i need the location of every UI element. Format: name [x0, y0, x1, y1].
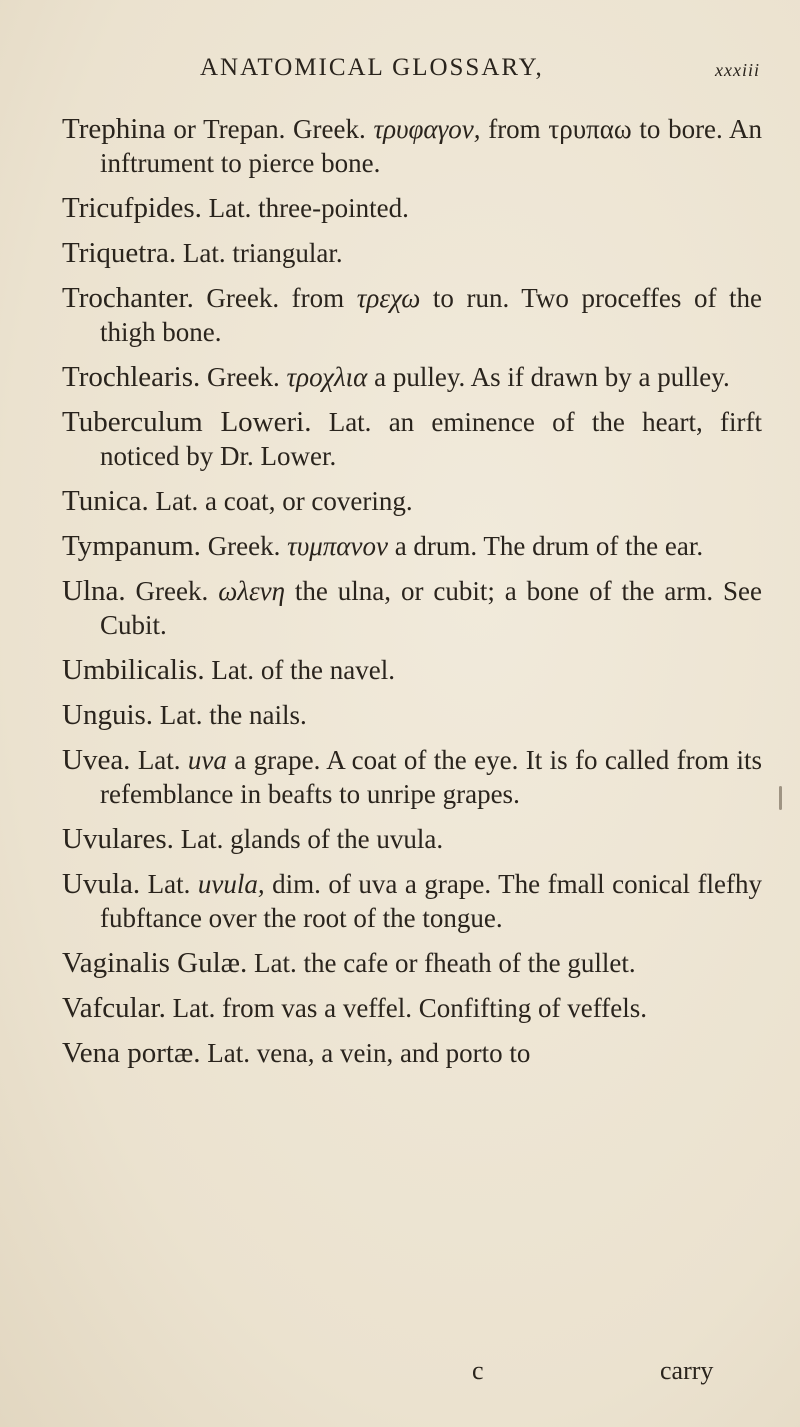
entry-definition: to run. Two proceffes of the thigh bone. [100, 283, 762, 347]
entry-definition: an eminence of the heart, firft noticed by Dr. Lower. [100, 407, 763, 471]
entry-greek: τροχλια [286, 362, 368, 392]
entry-definition: a coat, or covering. [204, 486, 413, 516]
entry-definition: vena, a vein, and porto to [256, 1038, 531, 1068]
glossary-entry [62, 484, 762, 518]
entry-language: Lat. [328, 407, 372, 437]
entry-definition: triangular. [232, 238, 343, 268]
entry-term: Trochlearis. [62, 361, 201, 393]
entry-definition: three-pointed. [258, 193, 409, 223]
entry-term: Ulna. [62, 575, 126, 607]
entry-language: Lat. [254, 948, 297, 978]
entry-language: Lat. [211, 655, 255, 685]
glossary-entry [62, 574, 762, 642]
catchword: carry [660, 1356, 714, 1385]
entry-definition: dim. of uva a grape. The fmall conical flefhy fubftance over the root of the tongue. [100, 869, 763, 933]
entry-definition: the ulna, or cubit; a bone of the arm. See Cubit. [100, 576, 763, 640]
entry-definition: of the navel. [260, 655, 396, 685]
entry-language: Lat. [207, 1038, 251, 1068]
glossary-entry [62, 236, 762, 270]
entry-term: Tunica. [62, 485, 149, 517]
entry-term: Tympanum. [62, 530, 201, 562]
glossary-entry [62, 698, 762, 732]
margin-mark [779, 786, 782, 810]
entry-term: Tuberculum Loweri. [62, 406, 312, 438]
entry-language: Lat. [147, 869, 191, 899]
entry-definition: the nails. [209, 700, 307, 730]
entry-term: Uvulares. [62, 823, 174, 855]
entry-definition: the cafe or fheath of the gullet. [303, 948, 636, 978]
glossary-entry [62, 360, 762, 394]
entry-term: Vafcular. [62, 992, 166, 1024]
entry-term: Trochanter. [62, 282, 194, 314]
glossary-entry [62, 946, 762, 980]
glossary-entry [62, 112, 762, 180]
entry-language: Lat. [172, 993, 216, 1023]
glossary-entry [62, 991, 762, 1025]
signature-mark: c [472, 1356, 484, 1385]
entry-definition: a drum. The drum of the ear. [394, 531, 704, 561]
entry-term: Unguis. [62, 699, 154, 731]
entry-language: Lat. [208, 193, 252, 223]
entry-greek: uvula, [197, 869, 265, 899]
entry-term: Vena portæ. [62, 1037, 201, 1069]
entry-language: Lat. [180, 824, 224, 854]
running-title: ANATOMICAL GLOSSARY, [200, 54, 544, 81]
glossary-entry [62, 653, 762, 687]
entry-language: Greek. from [206, 283, 345, 313]
glossary-entry [62, 405, 762, 473]
glossary-entry [62, 822, 762, 856]
entry-greek: τυμπανον [287, 531, 388, 561]
entry-term: Uvula. [62, 868, 141, 900]
page-number: xxxiii [715, 60, 760, 80]
entry-language: Lat. [155, 486, 199, 516]
page-header [200, 54, 760, 94]
entry-language: Greek. [207, 362, 280, 392]
entry-language: Greek. [135, 576, 209, 606]
entry-term: Umbilicalis. [62, 654, 205, 686]
entry-term: Uvea. [62, 744, 131, 776]
entry-term: Vaginalis Gulæ. [62, 947, 248, 979]
glossary-entries [62, 112, 762, 1081]
entry-definition: from τρυπαω to bore. An inftrument to pierce bone. [100, 114, 763, 178]
glossary-entry [62, 1036, 762, 1070]
glossary-entry [62, 867, 762, 935]
glossary-entry [62, 529, 762, 563]
glossary-entry [62, 743, 762, 811]
entry-term: Tricufpides. [62, 192, 202, 224]
entry-term: Trephina [62, 113, 166, 145]
entry-greek: τρεχω [356, 283, 421, 313]
entry-definition: from vas a veffel. Confifting of veffels. [222, 993, 647, 1023]
entry-greek: τρυφαγον, [373, 114, 481, 144]
entry-language: or Trepan. Greek. [173, 114, 366, 144]
glossary-entry [62, 281, 762, 349]
page-footer [0, 1356, 800, 1396]
entry-definition: a pulley. As if drawn by a pulley. [374, 362, 730, 392]
glossary-entry [62, 191, 762, 225]
entry-greek: ωλενη [218, 576, 285, 606]
entry-definition: a grape. A coat of the eye. It is fo called from its refemblance in beafts to unripe grapes. [100, 745, 763, 809]
entry-language: Greek. [207, 531, 281, 561]
entry-greek: uva [187, 745, 227, 775]
entry-language: Lat. [159, 700, 203, 730]
entry-language: Lat. [137, 745, 181, 775]
entry-language: Lat. [182, 238, 226, 268]
entry-definition: glands of the uvula. [230, 824, 444, 854]
entry-term: Triquetra. [62, 237, 177, 269]
